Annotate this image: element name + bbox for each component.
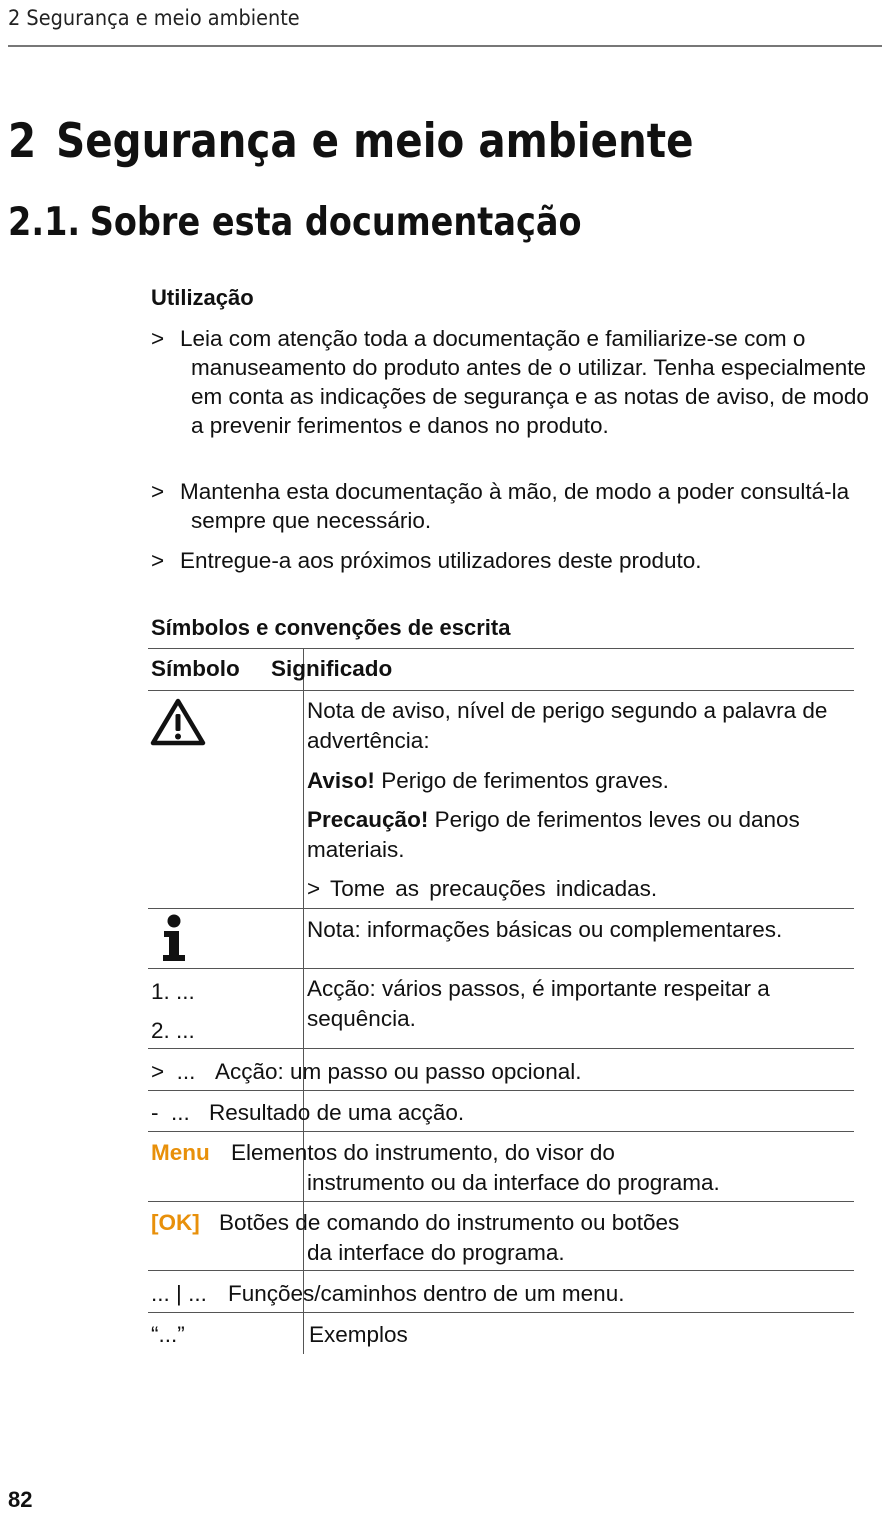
usage-item-text: Leia com atenção toda a documentação e familiarize-se com o manuseamento do produto antes de o utilizar. Tenha especialmente em conta as indicações de segurança e as notas de aviso, de modo a prevenir ferimentos e danos no produto. [180, 326, 869, 438]
precaucao-line [307, 805, 827, 865]
usage-heading: Utilização [151, 285, 254, 310]
result-text: Resultado de uma acção. [209, 1100, 465, 1125]
single-action-text: Acção: um passo ou passo opcional. [215, 1059, 582, 1084]
warning-intro: Nota de aviso, nível de perigo segundo a palavra de advertência: [307, 698, 828, 753]
bullet-marker: > [151, 326, 165, 351]
usage-item [151, 324, 876, 440]
aviso-text: Perigo de ferimentos graves. [381, 768, 669, 793]
table-rule [148, 1270, 854, 1271]
table-rule [148, 1201, 854, 1202]
precaucao-label: Precaução! [307, 807, 429, 832]
usage-item [151, 546, 876, 575]
menu-symbol: Menu [151, 1140, 210, 1165]
column-header-symbol: Símbolo [151, 656, 240, 681]
table-rule [148, 1131, 854, 1132]
aviso-line [307, 766, 669, 796]
column-header-meaning: Significado [271, 656, 393, 681]
precaucao-text: Perigo de ferimentos leves ou danos materiais. [307, 807, 800, 862]
ok-text-2: da interface do programa. [307, 1240, 565, 1265]
bullet-marker: > [151, 479, 165, 504]
table-rule [148, 690, 854, 691]
path-text: Funções/caminhos dentro de um menu. [228, 1281, 625, 1306]
bullet-marker: > [151, 548, 165, 573]
usage-item [151, 477, 876, 535]
section-number: 2.1. [8, 200, 81, 245]
result-symbol: - ... [151, 1100, 190, 1125]
section-title-text: Sobre esta documentação [89, 200, 582, 245]
warning-triangle-icon [150, 698, 206, 746]
aviso-label: Aviso! [307, 768, 375, 793]
table-rule [148, 908, 854, 909]
usage-item-text: Mantenha esta documentação à mão, de modo a poder consultá-la sempre que necessário. [180, 479, 850, 533]
chapter-title [8, 114, 694, 169]
info-icon [160, 914, 190, 964]
table-rule [148, 648, 854, 649]
menu-text-1: Elementos do instrumento, do visor do [231, 1140, 615, 1165]
running-header: 2 Segurança e meio ambiente [8, 6, 300, 30]
warning-action: > Tome as precauções indicadas. [307, 876, 658, 901]
chapter-number: 2 [8, 114, 37, 169]
single-action-symbol: > ... [151, 1059, 196, 1084]
step-symbol-1: 1. ... [151, 979, 195, 1004]
menu-text-2: instrumento ou da interface do programa. [307, 1170, 720, 1195]
usage-item-text: Entregue-a aos próximos utilizadores deste produto. [180, 548, 702, 573]
step-symbol-2: 2. ... [151, 1018, 195, 1043]
section-title [8, 200, 582, 245]
note-text: Nota: informações básicas ou complementares. [307, 917, 783, 942]
ok-text-1: Botões de comando do instrumento ou botões [219, 1210, 680, 1235]
table-rule [148, 1090, 854, 1091]
steps-text-2: sequência. [307, 1006, 416, 1031]
chapter-title-text: Segurança e meio ambiente [56, 114, 694, 169]
example-symbol: “...” [151, 1322, 185, 1347]
ok-symbol: [OK] [151, 1210, 200, 1235]
steps-text-1: Acção: vários passos, é importante respeitar a [307, 976, 770, 1001]
table-column-rule [303, 648, 304, 1354]
header-rule [8, 45, 882, 47]
example-text: Exemplos [309, 1322, 408, 1347]
table-rule [148, 1048, 854, 1049]
table-rule [148, 1312, 854, 1313]
table-rule [148, 968, 854, 969]
symbols-heading: Símbolos e convenções de escrita [151, 615, 511, 640]
page-number: 82 [8, 1487, 33, 1512]
path-symbol: ... | ... [151, 1281, 207, 1306]
